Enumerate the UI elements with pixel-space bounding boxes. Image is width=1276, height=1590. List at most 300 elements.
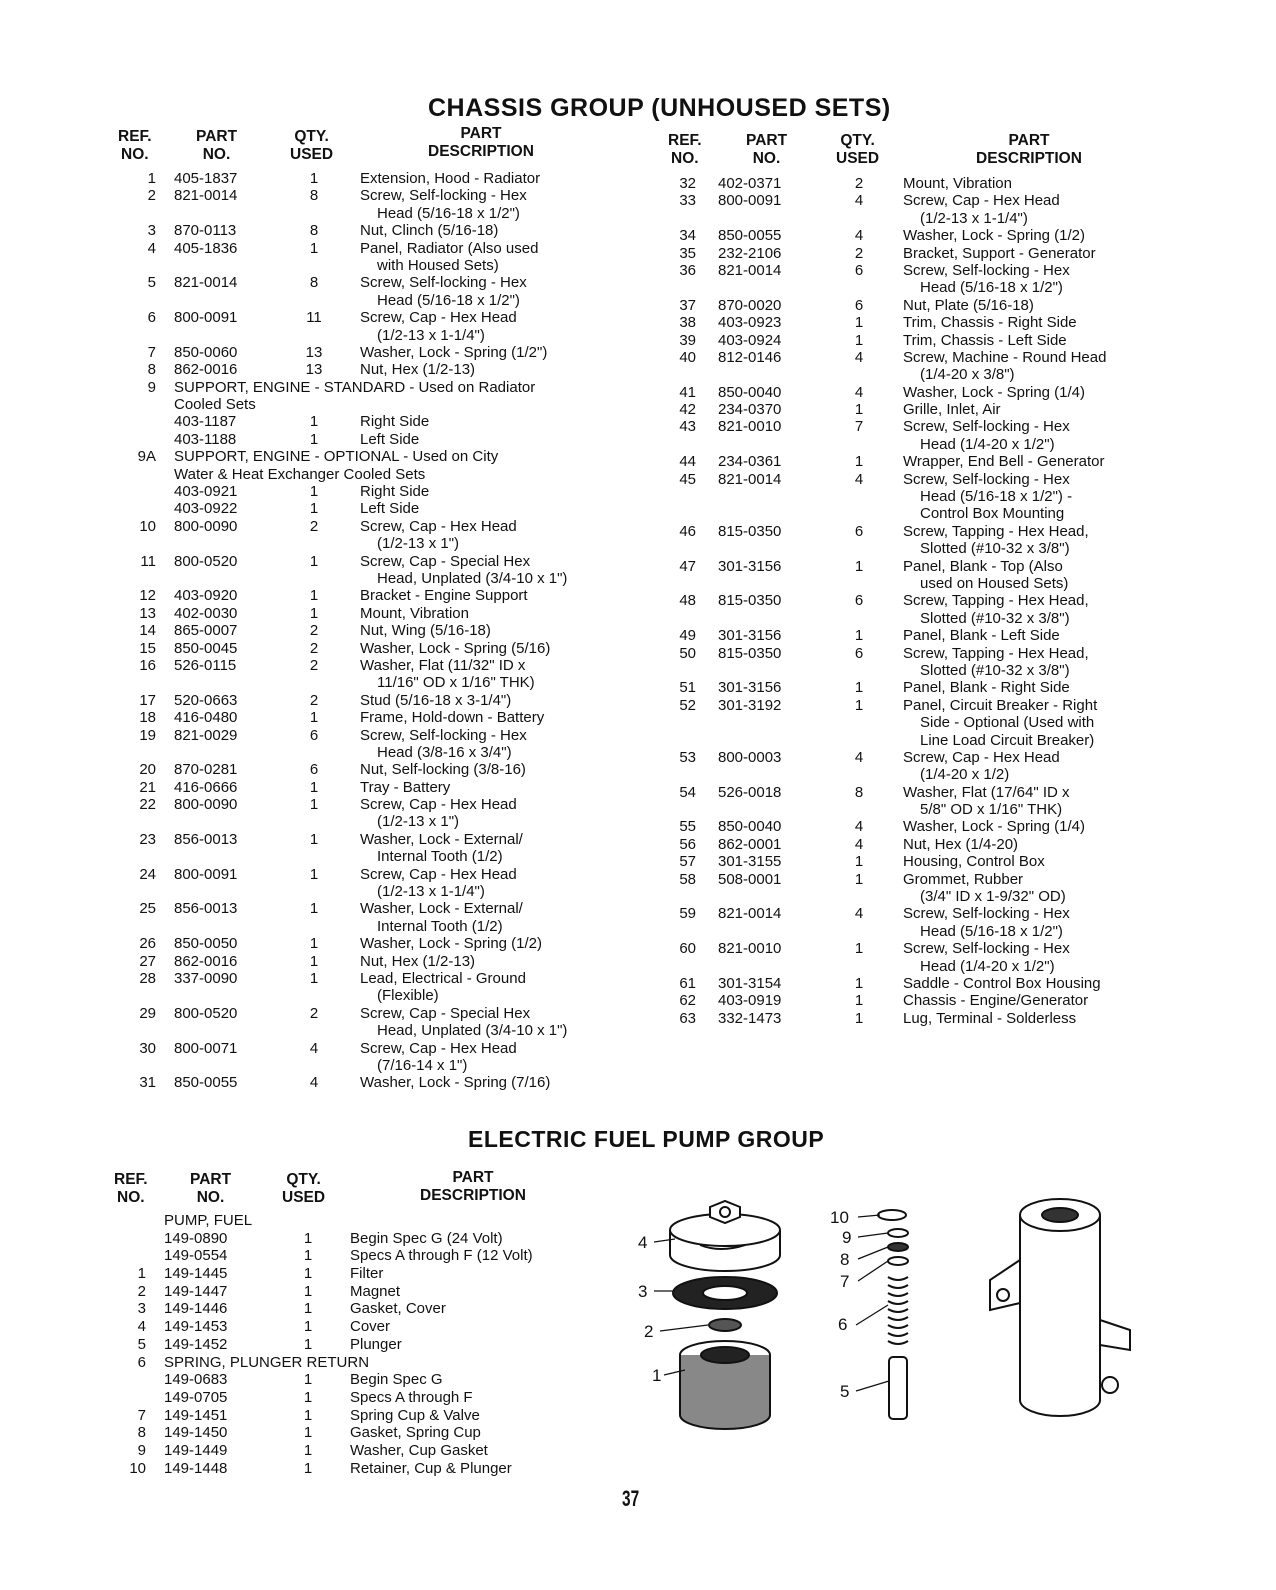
cell-part: 403-0920 <box>174 587 238 605</box>
cell-desc: Specs A through F <box>350 1388 473 1406</box>
cell-desc: Screw, Tapping - Hex Head, <box>903 644 1089 662</box>
cell-qty: 8 <box>309 274 319 292</box>
table-row-continuation <box>660 366 1220 383</box>
cell-ref: 36 <box>679 261 696 279</box>
table-row <box>660 749 1220 766</box>
cell-qty: 4 <box>854 192 864 210</box>
cell-part: 821-0014 <box>174 187 238 205</box>
cell-desc: Housing, Control Box <box>903 853 1045 871</box>
cell-ref: 55 <box>679 818 696 836</box>
cell-desc: Screw, Self-locking - Hex <box>360 274 527 292</box>
table-row-continuation <box>660 766 1220 783</box>
cell-desc: Frame, Hold-down - Battery <box>360 709 545 727</box>
cell-qty: 6 <box>309 726 319 744</box>
cell-desc: Head, Unplated (3/4-10 x 1") <box>377 1022 568 1040</box>
callout-1: 1 <box>652 1366 662 1385</box>
cell-ref: 4 <box>137 1318 146 1336</box>
table-row <box>660 679 1220 696</box>
cell-part: 815-0350 <box>718 592 782 610</box>
cell-ref: 7 <box>137 1406 146 1424</box>
cell-part: 850-0055 <box>718 227 782 245</box>
cell-ref: 33 <box>679 192 696 210</box>
cell-ref: 50 <box>679 644 696 662</box>
cell-ref: 6 <box>147 309 156 327</box>
cell-desc: Trim, Chassis - Left Side <box>903 331 1067 349</box>
table-row <box>110 413 630 430</box>
cell-desc: Washer, Flat (11/32" ID x <box>360 656 526 674</box>
table-row-continuation <box>110 205 630 222</box>
cell-ref: 48 <box>679 592 696 610</box>
header-part-line2: NO. <box>752 150 781 167</box>
cell-part: 405-1837 <box>174 170 238 187</box>
cell-qty: 1 <box>854 679 864 697</box>
cell-qty: 1 <box>854 853 864 871</box>
cell-ref: 37 <box>679 296 696 314</box>
table-row <box>104 1371 604 1389</box>
cell-ref: 25 <box>139 900 156 918</box>
cell-desc: Washer, Lock - Spring (1/4) <box>903 383 1086 401</box>
cell-ref: 6 <box>137 1353 146 1371</box>
table-row <box>110 779 630 796</box>
pump-body-assembly <box>990 1199 1130 1416</box>
cell-part: 234-0370 <box>718 401 782 419</box>
cell-ref: 4 <box>147 239 156 257</box>
cell-qty: 1 <box>303 1459 313 1477</box>
cell-wide: SPRING, PLUNGER RETURN <box>164 1353 370 1371</box>
table-row <box>660 384 1220 401</box>
cell-ref: 62 <box>679 992 696 1010</box>
cell-part: 812-0146 <box>718 348 782 366</box>
cell-desc: Nut, Hex (1/2-13) <box>360 361 476 379</box>
cell-wide: SUPPORT, ENGINE - OPTIONAL - Used on City <box>174 448 499 466</box>
header-part-line1: PART <box>746 132 788 149</box>
cell-part: 850-0040 <box>718 818 782 836</box>
cell-desc: Left Side <box>360 430 420 448</box>
cell-qty: 1 <box>854 314 864 332</box>
callout-6: 6 <box>838 1315 848 1334</box>
table-row-continuation <box>660 540 1220 557</box>
cell-ref: 21 <box>139 778 156 796</box>
cell-part: 800-0090 <box>174 517 238 535</box>
table-row <box>110 1040 630 1057</box>
cell-desc: Cover <box>350 1318 391 1336</box>
cell-desc: Nut, Self-locking (3/8-16) <box>360 761 526 779</box>
left-header-qty <box>290 128 333 164</box>
cell-qty: 1 <box>303 1388 313 1406</box>
header-qty-line1: QTY. <box>840 132 875 149</box>
cell-qty: 7 <box>854 418 864 436</box>
cell-desc: (3/4" ID x 1-9/32" OD) <box>920 888 1066 906</box>
header-qty-line2: USED <box>290 146 334 163</box>
cell-desc: Saddle - Control Box Housing <box>903 974 1101 992</box>
right-header-part <box>746 132 787 168</box>
cell-part: 337-0090 <box>174 969 238 987</box>
table-row-continuation <box>660 888 1220 905</box>
cell-part: 332-1473 <box>718 1009 782 1027</box>
cell-qty: 1 <box>309 935 319 953</box>
fuel-header-part <box>190 1171 231 1207</box>
cell-qty: 1 <box>303 1229 313 1247</box>
cell-desc: Panel, Blank - Top (Also <box>903 557 1063 575</box>
table-row <box>110 170 630 187</box>
cell-desc: Specs A through F (12 Volt) <box>350 1247 533 1265</box>
cell-ref: 5 <box>137 1335 146 1353</box>
table-row <box>660 297 1220 314</box>
table-row <box>660 332 1220 349</box>
cell-desc: Screw, Self-locking - Hex <box>360 726 527 744</box>
cell-ref: 9 <box>147 378 156 396</box>
cell-part: 149-0683 <box>164 1371 228 1389</box>
cell-qty: 2 <box>854 175 864 192</box>
cell-desc: Screw, Self-locking - Hex <box>903 470 1070 488</box>
cell-part: 403-0919 <box>718 992 782 1010</box>
cell-part: 850-0060 <box>174 343 238 361</box>
table-row-continuation <box>660 662 1220 679</box>
cell-ref: 44 <box>679 453 696 471</box>
header-ref-line2: NO. <box>117 1189 145 1206</box>
cell-desc: Head (1/4-20 x 1/2") <box>920 957 1055 975</box>
cell-ref: 16 <box>139 656 156 674</box>
cell-ref: 26 <box>139 935 156 953</box>
cell-part: 865-0007 <box>174 622 238 640</box>
cell-desc: Plunger <box>350 1335 402 1353</box>
table-row <box>110 379 630 396</box>
cell-desc: Left Side <box>360 500 420 518</box>
table-row-continuation <box>110 1022 630 1039</box>
cell-ref: 29 <box>139 1004 156 1022</box>
cell-part: 402-0030 <box>174 604 238 622</box>
table-row <box>660 592 1220 609</box>
cell-desc: Lug, Terminal - Solderless <box>903 1009 1077 1027</box>
cell-part: 416-0666 <box>174 778 238 796</box>
cell-qty: 1 <box>309 483 319 501</box>
cell-desc: Nut, Hex (1/2-13) <box>360 952 476 970</box>
cell-desc: Head (1/4-20 x 1/2") <box>920 435 1055 453</box>
table-row-continuation <box>660 279 1220 296</box>
cell-part: 815-0350 <box>718 644 782 662</box>
table-row <box>104 1336 604 1354</box>
cell-desc: with Housed Sets) <box>377 256 499 274</box>
callout-9: 9 <box>842 1228 852 1247</box>
cell-part: 821-0010 <box>718 940 782 958</box>
cell-desc: Chassis - Engine/Generator <box>903 992 1089 1010</box>
header-ref-line1: REF. <box>114 1171 148 1188</box>
table-row <box>110 692 630 709</box>
table-row <box>660 558 1220 575</box>
cell-wide: Cooled Sets <box>174 396 256 414</box>
table-row <box>104 1424 604 1442</box>
cell-ref: 53 <box>679 748 696 766</box>
cell-desc: Mount, Vibration <box>360 604 469 622</box>
cell-qty: 8 <box>854 783 864 801</box>
cell-qty: 6 <box>854 296 864 314</box>
cell-ref: 22 <box>139 796 156 814</box>
cell-desc: Spring Cup & Valve <box>350 1406 480 1424</box>
cell-ref: 39 <box>679 331 696 349</box>
cell-qty: 1 <box>303 1424 313 1442</box>
magnet-part <box>709 1319 741 1331</box>
cell-qty: 6 <box>309 761 319 779</box>
cell-qty: 11 <box>306 309 322 327</box>
cell-qty: 4 <box>854 835 864 853</box>
cell-part: 821-0014 <box>718 470 782 488</box>
cell-qty: 1 <box>309 604 319 622</box>
table-row <box>660 940 1220 957</box>
cell-ref: 3 <box>147 222 156 240</box>
header-desc-line2: DESCRIPTION <box>420 1187 526 1204</box>
table-row <box>660 245 1220 262</box>
cell-qty: 1 <box>303 1335 313 1353</box>
cell-qty: 1 <box>854 696 864 714</box>
fuel-header-desc <box>420 1169 526 1205</box>
cell-qty: 1 <box>854 453 864 471</box>
header-qty-line2: USED <box>282 1189 326 1206</box>
table-row-continuation <box>110 987 630 1004</box>
cell-ref: 34 <box>679 227 696 245</box>
cell-ref: 58 <box>679 870 696 888</box>
callout-7: 7 <box>840 1272 850 1291</box>
header-desc-line1: PART <box>452 1169 494 1186</box>
table-row <box>110 309 630 326</box>
table-row <box>110 483 630 500</box>
cell-part: PUMP, FUEL <box>164 1212 253 1229</box>
cell-part: 301-3156 <box>718 679 782 697</box>
cell-ref: 28 <box>139 969 156 987</box>
cell-desc: 11/16" OD x 1/16" THK) <box>377 674 535 692</box>
cell-desc: Control Box Mounting <box>920 505 1065 523</box>
cell-qty: 1 <box>854 627 864 645</box>
cell-desc: Nut, Wing (5/16-18) <box>360 622 491 640</box>
cell-part: 870-0020 <box>718 296 782 314</box>
cell-ref: 63 <box>679 1009 696 1027</box>
cell-desc: Mount, Vibration <box>903 175 1012 192</box>
cell-desc: Stud (5/16-18 x 3-1/4") <box>360 691 512 709</box>
cell-part: 800-0003 <box>718 748 782 766</box>
table-row-continuation <box>110 257 630 274</box>
cell-wide: SUPPORT, ENGINE - STANDARD - Used on Radiator <box>174 378 536 396</box>
pump-cover-part <box>670 1201 780 1271</box>
callout-3: 3 <box>638 1282 648 1301</box>
table-row <box>110 187 630 204</box>
cell-desc: Screw, Cap - Special Hex <box>360 552 531 570</box>
cell-desc: Washer, Cup Gasket <box>350 1441 488 1459</box>
table-row <box>660 453 1220 470</box>
cell-desc: Line Load Circuit Breaker) <box>920 731 1095 749</box>
table-row-continuation <box>660 436 1220 453</box>
table-row-continuation <box>110 848 630 865</box>
table-row <box>110 796 630 813</box>
cell-part: 862-0016 <box>174 361 238 379</box>
cell-desc: Screw, Machine - Round Head <box>903 348 1107 366</box>
cell-part: 403-0921 <box>174 483 238 501</box>
cell-ref: 15 <box>139 639 156 657</box>
cell-qty: 1 <box>303 1318 313 1336</box>
cell-part: 403-1187 <box>174 413 237 431</box>
header-desc-line1: PART <box>460 125 502 142</box>
cell-part: 821-0029 <box>174 726 238 744</box>
cell-part: 301-3154 <box>718 974 782 992</box>
cell-qty: 4 <box>854 818 864 836</box>
cell-qty: 1 <box>309 778 319 796</box>
cell-ref: 10 <box>129 1459 146 1477</box>
fuel-header-ref <box>114 1171 148 1207</box>
cell-qty: 4 <box>309 1074 319 1092</box>
cell-desc: Bracket, Support - Generator <box>903 244 1096 262</box>
cell-ref: 30 <box>139 1039 156 1057</box>
header-desc-line2: DESCRIPTION <box>976 150 1082 167</box>
cell-qty: 1 <box>854 401 864 419</box>
cell-ref: 47 <box>679 557 696 575</box>
plunger-spring-stack <box>878 1210 908 1419</box>
table-row <box>110 970 630 987</box>
cell-qty: 6 <box>854 592 864 610</box>
cell-ref: 5 <box>147 274 156 292</box>
cell-desc: Screw, Tapping - Hex Head, <box>903 522 1089 540</box>
table-row <box>110 222 630 239</box>
table-row <box>660 471 1220 488</box>
cell-part: 232-2106 <box>718 244 782 262</box>
cell-qty: 6 <box>854 522 864 540</box>
cell-ref: 54 <box>679 783 696 801</box>
fuel-pump-group-title: ELECTRIC FUEL PUMP GROUP <box>468 1126 825 1152</box>
table-row <box>110 448 630 465</box>
cell-desc: (1/2-13 x 1-1/4") <box>377 326 485 344</box>
cell-desc: Internal Tooth (1/2) <box>377 848 503 866</box>
cell-qty: 1 <box>309 900 319 918</box>
cell-desc: (1/2-13 x 1-1/4") <box>377 883 485 901</box>
cell-qty: 1 <box>854 870 864 888</box>
table-row <box>110 953 630 970</box>
cell-part: 520-0663 <box>174 691 238 709</box>
cell-qty: 8 <box>309 222 319 240</box>
cell-desc: Magnet <box>350 1282 401 1300</box>
cell-ref: 43 <box>679 418 696 436</box>
table-row <box>660 192 1220 209</box>
cell-desc: Screw, Cap - Special Hex <box>360 1004 531 1022</box>
cell-ref: 32 <box>679 175 696 192</box>
cell-qty: 1 <box>303 1406 313 1424</box>
cell-qty: 1 <box>854 557 864 575</box>
callout-4: 4 <box>638 1233 648 1252</box>
table-row <box>660 818 1220 835</box>
cell-part: 149-1447 <box>164 1282 228 1300</box>
table-row <box>104 1230 604 1248</box>
cell-ref: 19 <box>139 726 156 744</box>
cell-qty: 4 <box>854 227 864 245</box>
table-row <box>660 523 1220 540</box>
table-row-continuation <box>110 570 630 587</box>
fuel-pump-exploded-diagram <box>630 1185 1170 1455</box>
cell-desc: Screw, Cap - Hex Head <box>903 192 1060 210</box>
cell-desc: Head (5/16-18 x 1/2") <box>920 922 1063 940</box>
cell-ref: 38 <box>679 314 696 332</box>
cell-desc: Washer, Lock - Spring (1/2) <box>903 227 1086 245</box>
table-row <box>110 935 630 952</box>
table-row <box>660 645 1220 662</box>
header-part-line1: PART <box>196 128 238 145</box>
callout-5: 5 <box>840 1382 850 1401</box>
cell-desc: Panel, Blank - Right Side <box>903 679 1070 697</box>
cell-part: 526-0018 <box>718 783 782 801</box>
cell-part: 862-0001 <box>718 835 782 853</box>
cell-ref: 57 <box>679 853 696 871</box>
cell-part: 862-0016 <box>174 952 238 970</box>
cell-desc: Screw, Self-locking - Hex <box>360 187 527 205</box>
cell-qty: 1 <box>309 709 319 727</box>
table-row-continuation <box>110 674 630 691</box>
cell-part: 870-0281 <box>174 761 238 779</box>
table-row-continuation <box>110 883 630 900</box>
table-row-continuation <box>660 505 1220 522</box>
cell-part: 301-3155 <box>718 853 782 871</box>
table-row-continuation <box>110 813 630 830</box>
cover-gasket-part <box>673 1277 777 1309</box>
cell-desc: Slotted (#10-32 x 3/8") <box>920 540 1070 558</box>
cell-part: 850-0055 <box>174 1074 238 1092</box>
cell-desc: Washer, Lock - External/ <box>360 830 523 848</box>
table-row <box>110 657 630 674</box>
cell-desc: (7/16-14 x 1") <box>377 1056 468 1074</box>
chassis-right-parts-list <box>660 175 1220 1027</box>
right-header-qty <box>836 132 879 168</box>
table-row <box>104 1389 604 1407</box>
cell-desc: Bracket - Engine Support <box>360 587 528 605</box>
table-row <box>110 727 630 744</box>
table-row <box>660 627 1220 644</box>
cell-qty: 1 <box>309 865 319 883</box>
filter-part <box>680 1341 770 1429</box>
cell-ref: 12 <box>139 587 156 605</box>
cell-part: 403-0922 <box>174 500 238 518</box>
table-row-continuation <box>110 1057 630 1074</box>
cell-qty: 2 <box>309 622 319 640</box>
cell-desc: Head (5/16-18 x 1/2") <box>377 204 520 222</box>
cell-desc: Washer, Lock - Spring (1/4) <box>903 818 1086 836</box>
left-header-part <box>196 128 237 164</box>
table-row <box>104 1283 604 1301</box>
cell-part: 800-0520 <box>174 1004 238 1022</box>
cell-part: 149-1452 <box>164 1335 228 1353</box>
table-row <box>104 1212 604 1230</box>
table-row-continuation <box>660 801 1220 818</box>
header-part-line2: NO. <box>196 1189 225 1206</box>
cell-part: 856-0013 <box>174 830 238 848</box>
cell-ref: 9 <box>137 1441 146 1459</box>
cell-desc: Gasket, Spring Cup <box>350 1424 481 1442</box>
cell-ref: 49 <box>679 627 696 645</box>
cell-ref: 51 <box>679 679 696 697</box>
cell-desc: Screw, Self-locking - Hex <box>903 418 1070 436</box>
cell-qty: 1 <box>854 974 864 992</box>
table-row <box>110 466 630 483</box>
cell-desc: Screw, Cap - Hex Head <box>360 796 517 814</box>
cell-desc: Head, Unplated (3/4-10 x 1") <box>377 569 568 587</box>
table-row <box>660 314 1220 331</box>
table-row <box>660 697 1220 714</box>
cell-ref: 8 <box>147 361 156 379</box>
chassis-left-parts-list <box>110 170 630 1092</box>
table-row <box>660 175 1220 192</box>
cell-part: 800-0071 <box>174 1039 238 1057</box>
cell-ref: 59 <box>679 905 696 923</box>
cell-part: 301-3156 <box>718 627 782 645</box>
cell-part: 149-0890 <box>164 1229 228 1247</box>
cell-desc: Washer, Lock - Spring (7/16) <box>360 1074 551 1092</box>
table-row <box>104 1354 604 1372</box>
table-row-continuation <box>660 488 1220 505</box>
cell-qty: 1 <box>309 830 319 848</box>
table-row <box>110 640 630 657</box>
